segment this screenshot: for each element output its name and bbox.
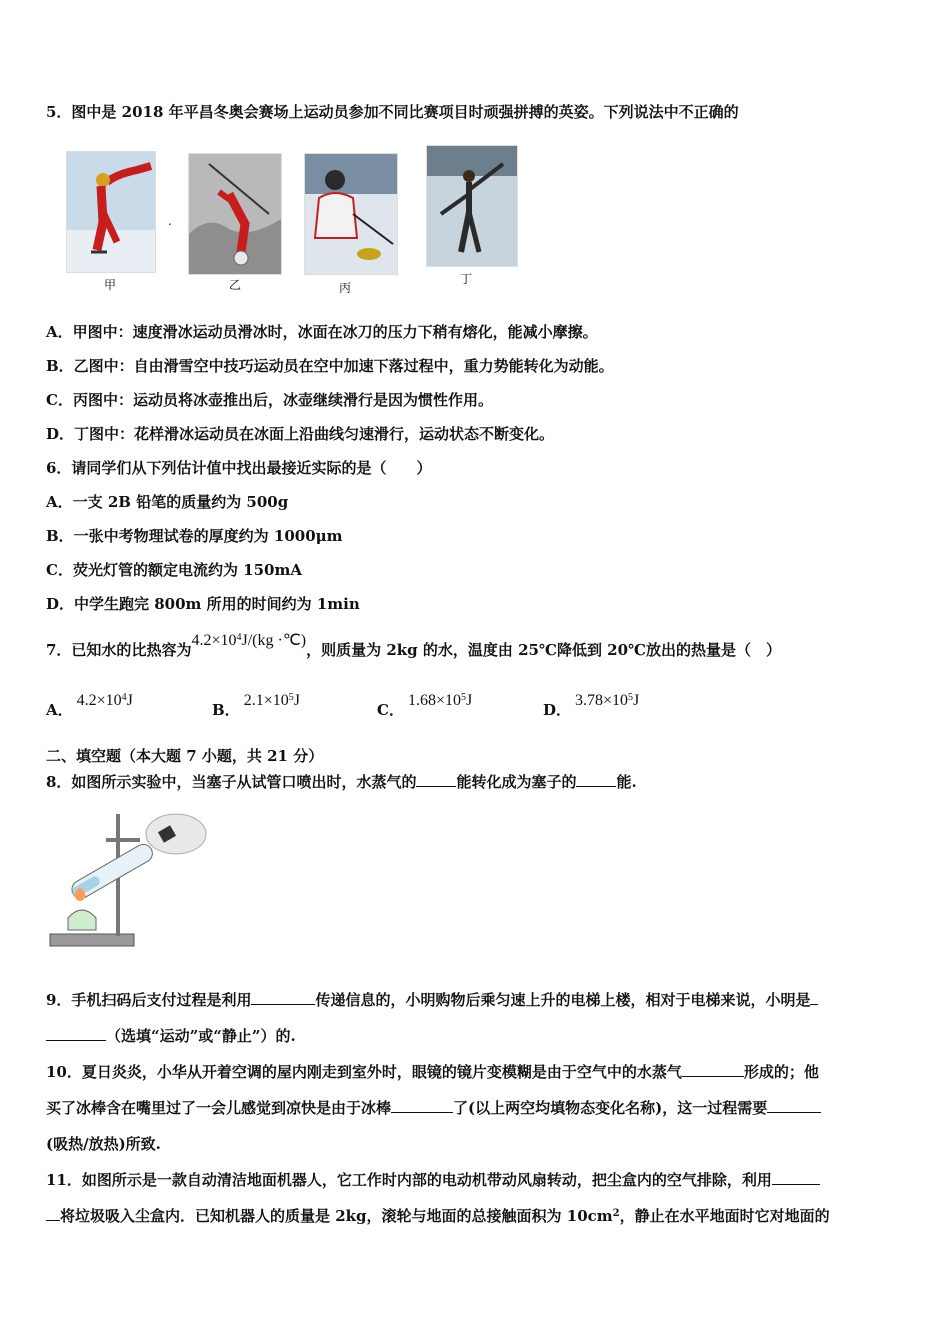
q9-blank-2[interactable] <box>46 1026 106 1041</box>
photo-curling <box>304 153 398 275</box>
q7-option-a: A．$4.2\times 10^4J$ <box>46 692 133 719</box>
q5-option-c: C．丙图中：运动员将冰壶推出后，冰壶继续滑行是因为惯性作用。 <box>46 391 493 409</box>
q7-option-d: D．$3.78\times 10^5J$ <box>543 692 640 719</box>
q6-option-c: C．荧光灯管的额定电流约为 150mA <box>46 561 302 579</box>
q10-blank-2[interactable] <box>391 1098 453 1113</box>
q8-text: 8．如图所示实验中，当塞子从试管口喷出时，水蒸气的 能转化成为塞子的 能. <box>46 773 637 791</box>
q9-blank-1[interactable] <box>251 990 315 1005</box>
caption-yi: 乙 <box>229 278 242 292</box>
q6-stem: 6．请同学们从下列估计值中找出最接近实际的是（ ） <box>46 459 432 477</box>
q10-line-2: 买了冰棒含在嘴里过了一会儿感觉到凉快是由于冰棒 了(以上两空均填物态变化名称)，这一过程需要 <box>46 1098 821 1118</box>
q11-line-1: 11．如图所示是一款自动清洁地面机器人，它工作时内部的电动机带动风扇转动，把尘盒内的空气排除，利用 <box>46 1170 820 1190</box>
q10-blank-1[interactable] <box>682 1062 744 1077</box>
separator-dot: . <box>168 214 172 228</box>
section-title: 二、填空题（本大题 7 小题，共 21 分） <box>46 747 324 765</box>
q5-option-b: B．乙图中：自由滑雪空中技巧运动员在空中加速下落过程中，重力势能转化为动能。 <box>46 357 614 375</box>
q11-line-2: 将垃圾吸入尘盒内．已知机器人的质量是 2kg，滚轮与地面的总接触面积为 $10cm^2$，静止在水平地面时它对地面的 <box>46 1206 830 1226</box>
q5-option-d: D．丁图中：花样滑冰运动员在冰面上沿曲线匀速滑行，运动状态不断变化。 <box>46 425 555 443</box>
photo-aerial-skiing <box>188 153 282 275</box>
q7-stem-post: ，则质量为 2kg 的水，温度由 25℃降低到 20℃放出的热量是（ ） <box>306 641 782 659</box>
photo-speed-skating <box>66 151 156 273</box>
q7-stem-pre: 7．已知水的比热容为 <box>46 641 192 659</box>
q5-stem: 5．图中是 2018 年平昌冬奥会赛场上运动员参加不同比赛项目时顽强拼搏的英姿。下列说法中不正确的 <box>46 103 739 121</box>
q7-option-b: B．$2.1\times 10^5J$ <box>212 692 300 719</box>
q8-blank-2[interactable] <box>576 772 616 787</box>
q6-option-b: B．一张中考物理试卷的厚度约为 1000μm <box>46 527 343 545</box>
q9-line-2: （选填“运动”或“静止”）的. <box>46 1026 296 1046</box>
caption-bing: 丙 <box>339 281 352 295</box>
q10-blank-3[interactable] <box>767 1098 821 1113</box>
q7-option-c: C．$1.68\times 10^5J$ <box>377 692 473 719</box>
q10-line-1: 10．夏日炎炎，小华从开着空调的屋内刚走到室外时，眼镜的镜片变模糊是由于空气中的水蒸气 形成的；他 <box>46 1063 819 1081</box>
q5-option-a: A．甲图中：速度滑冰运动员滑冰时，冰面在冰刀的压力下稍有熔化，能减小摩擦。 <box>46 323 598 341</box>
q6-option-d: D．中学生跑完 800m 所用的时间约为 1min <box>46 595 360 613</box>
caption-ding: 丁 <box>460 272 473 286</box>
caption-jia: 甲 <box>104 278 117 292</box>
q9-line-1: 9．手机扫码后支付过程是利用 传递信息的，小明购物后乘匀速上升的电梯上楼，相对于电梯来说，小明是 <box>46 990 818 1010</box>
q11-blank-1[interactable] <box>772 1170 820 1185</box>
q7-stem <box>46 632 782 661</box>
q7-specific-heat-formula: $4.2\times 10^4J/(kg$ ·℃) <box>191 632 307 649</box>
q10-line-3: (吸热/放热)所致. <box>46 1135 161 1153</box>
test-tube-experiment-figure <box>46 808 210 952</box>
q6-option-a: A．一支 2B 铅笔的质量约为 500g <box>46 493 289 511</box>
q8-blank-1[interactable] <box>416 772 456 787</box>
photo-figure-skating <box>426 145 518 267</box>
